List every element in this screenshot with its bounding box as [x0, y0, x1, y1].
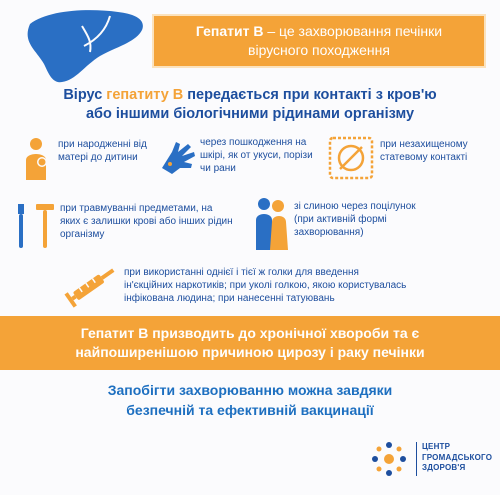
logo-line1: ЦЕНТР: [422, 442, 451, 451]
prevention-message: [20, 380, 480, 420]
headline-prefix: Вірус: [63, 87, 107, 103]
prevention-line2: безпечній та ефективній вакцинації: [126, 402, 374, 418]
condom-icon: [328, 136, 374, 180]
route-sexual: при незахищеному статевому контакті: [380, 139, 468, 163]
consequence-line1: Гепатит В призводить до хронічної хвороби та є: [80, 325, 420, 341]
liver-icon: [18, 6, 148, 88]
transmission-headline: [16, 86, 484, 124]
consequence-line2: найпоширенішою причиною цирозу і раку печінки: [75, 344, 425, 360]
injured-hand-icon: [158, 138, 198, 178]
logo-line2: ГРОМАДСЬКОГО: [422, 452, 493, 462]
title-rest: – це захворювання печінки: [263, 23, 443, 39]
route-kiss: зі слиною через поцілунок (при активній формі захворювання): [294, 201, 416, 238]
couple-icon: [252, 196, 290, 250]
logo-text: [422, 442, 492, 474]
logo-line3: ЗДОРОВ'Я: [422, 463, 466, 472]
route-items: при травмуванні предметами, на яких є залишки крові або інших рідин організму: [60, 203, 233, 240]
headline-line2: або іншими біологічними рідинами організму: [85, 106, 415, 122]
title-bold: Гепатит В: [195, 23, 264, 39]
route-needle: [124, 266, 484, 305]
syringe-icon: [62, 262, 122, 308]
route-needle-line2: ін'єкційних наркотиків; при уколі голкою, якою користувалась: [124, 280, 407, 291]
route-needle-line1: при використанні однієї і тієї ж голки для введення: [124, 267, 359, 278]
headline-rest: передається при контакті з кров'ю: [183, 87, 437, 103]
route-skin: через пошкодження на шкірі, як от укуси, порізи чи рани: [200, 137, 313, 174]
prevention-line1: Запобігти захворюванню можна завдяки: [107, 382, 393, 398]
title-banner: [152, 14, 486, 68]
mother-child-icon: [22, 136, 54, 180]
consequence-banner: [0, 316, 500, 370]
route-needle-line3: інфікована людина; при нанесенні татуювань: [124, 293, 335, 304]
toothbrush-razor-icon: [12, 200, 58, 250]
headline-highlight: гепатиту В: [106, 87, 184, 103]
logo-divider: [416, 442, 417, 476]
logo-icon: [368, 438, 410, 480]
title-line2: вірусного походження: [248, 42, 390, 58]
route-birth: при народженні від матері до дитини: [58, 139, 147, 163]
